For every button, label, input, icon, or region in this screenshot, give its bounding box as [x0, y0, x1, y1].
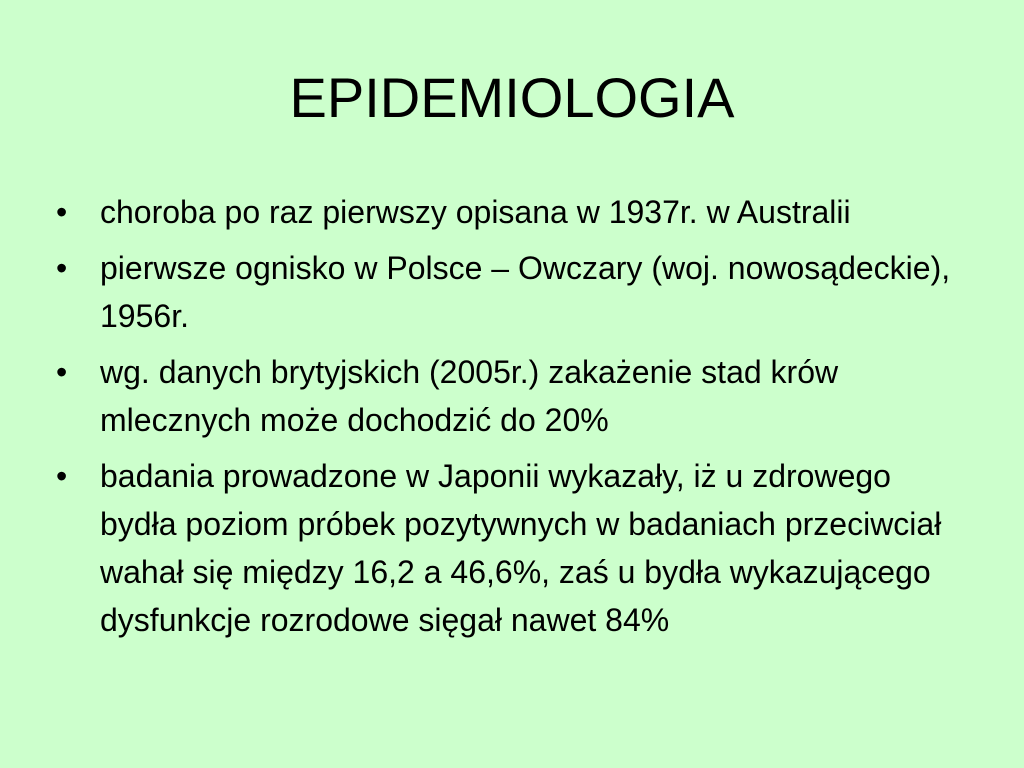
- bullet-text: wg. danych brytyjskich (2005r.) zakażenie stad krów mlecznych może dochodzić do 20%: [100, 354, 839, 438]
- slide-title: EPIDEMIOLOGIA: [289, 66, 735, 129]
- bullet-list: [56, 188, 956, 652]
- bullet-item: [56, 244, 956, 340]
- bullet-text: badania prowadzone w Japonii wykazały, iż u zdrowego bydła poziom próbek pozytywnych w badaniach przeciwciał wahał się między 16,2 a 46,6%, zaś u bydła wykazującego dysfunkcje rozrodowe sięgał nawet 84%: [100, 458, 942, 638]
- bullet-item: [56, 348, 956, 444]
- bullet-item: [56, 452, 956, 644]
- bullet-item: [56, 188, 956, 236]
- bullet-text: choroba po raz pierwszy opisana w 1937r. w Australii: [100, 194, 851, 230]
- bullet-icon: •: [56, 354, 68, 390]
- bullet-text: pierwsze ognisko w Polsce – Owczary (woj. nowosądeckie), 1956r.: [100, 250, 951, 334]
- bullet-icon: •: [56, 458, 68, 494]
- bullet-icon: •: [56, 250, 68, 286]
- bullet-icon: •: [56, 194, 68, 230]
